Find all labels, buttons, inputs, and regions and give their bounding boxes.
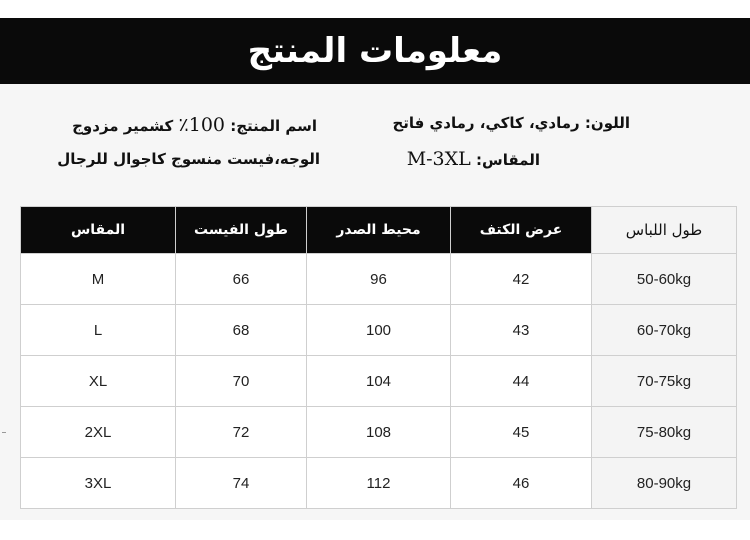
color-value: رمادي، كاكي، رمادي فاتح — [392, 114, 580, 132]
product-name-material: كشمير مزدوج — [72, 117, 174, 135]
cell-weight: 80-90kg — [592, 458, 737, 509]
cell-chest: 96 — [307, 254, 451, 305]
cell-shoulder: 43 — [451, 305, 592, 356]
product-info — [22, 98, 730, 198]
cell-shoulder: 45 — [451, 407, 592, 458]
table-row — [21, 254, 737, 305]
header-weight: طول اللباس — [592, 207, 737, 254]
top-strip — [0, 0, 750, 18]
size-chart-table — [20, 206, 737, 509]
cell-chest: 112 — [307, 458, 451, 509]
bottom-strip — [0, 520, 750, 540]
cell-shoulder: 46 — [451, 458, 592, 509]
table-row — [21, 458, 737, 509]
cell-weight: 50-60kg — [592, 254, 737, 305]
banner-title: معلومات المنتج — [247, 31, 503, 71]
table-row — [21, 407, 737, 458]
product-name-line — [72, 114, 317, 136]
cell-weight: 70-75kg — [592, 356, 737, 407]
table-header-row — [21, 207, 737, 254]
table-row — [21, 305, 737, 356]
product-name-label: اسم المنتج: — [230, 117, 317, 135]
header-size: المقاس — [21, 207, 176, 254]
cell-length: 70 — [176, 356, 307, 407]
header-shoulder: عرض الكتف — [451, 207, 592, 254]
cell-size: M — [21, 254, 176, 305]
cell-length: 74 — [176, 458, 307, 509]
cell-length: 66 — [176, 254, 307, 305]
size-label: المقاس: — [476, 151, 540, 169]
cell-length: 72 — [176, 407, 307, 458]
cell-size: 3XL — [21, 458, 176, 509]
cell-size: L — [21, 305, 176, 356]
size-range: M-3XL — [406, 148, 471, 170]
table-row — [21, 356, 737, 407]
cell-chest: 108 — [307, 407, 451, 458]
header-chest: محيط الصدر — [307, 207, 451, 254]
size-line — [407, 148, 540, 170]
cell-size: XL — [21, 356, 176, 407]
cell-shoulder: 42 — [451, 254, 592, 305]
cell-length: 68 — [176, 305, 307, 356]
edge-tick — [2, 432, 6, 433]
color-label: اللون: — [584, 114, 630, 132]
cell-chest: 104 — [307, 356, 451, 407]
product-name-percent: 100٪ — [178, 114, 225, 136]
cell-shoulder: 44 — [451, 356, 592, 407]
cell-weight: 60-70kg — [592, 305, 737, 356]
title-banner — [0, 18, 750, 84]
header-vest-length: طول الفيست — [176, 207, 307, 254]
color-line — [392, 114, 630, 132]
cell-weight: 75-80kg — [592, 407, 737, 458]
cell-size: 2XL — [21, 407, 176, 458]
product-description: الوجه،فيست منسوج كاجوال للرجال — [57, 150, 320, 168]
cell-chest: 100 — [307, 305, 451, 356]
